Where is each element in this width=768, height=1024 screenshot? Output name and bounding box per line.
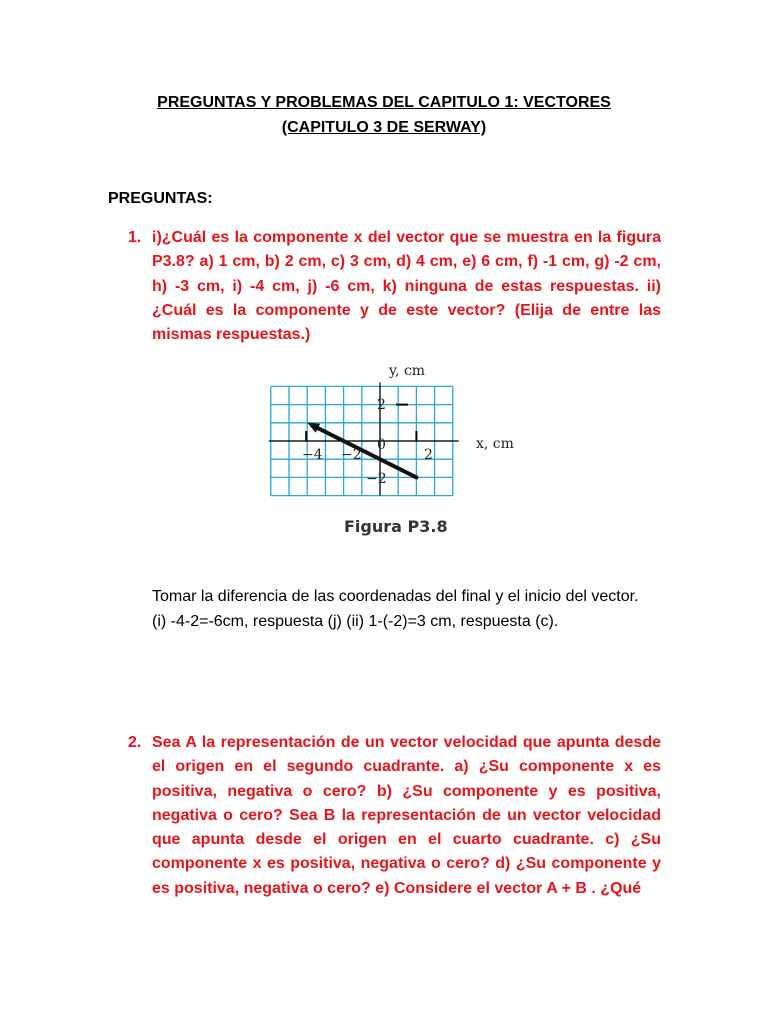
vector-shaft [318,428,416,477]
section-heading: PREGUNTAS: [108,190,213,207]
tick-label-x-neg2: −2 [341,447,362,463]
vector-grid-plot [258,360,528,520]
tick-label-y-neg2: −2 [366,471,387,487]
figure-p3-8 [258,360,528,540]
y-axis-label: y, cm [389,363,426,379]
tick-label-y-2: 2 [377,397,386,413]
question-2 [128,731,661,925]
question-number: 1. [128,229,142,246]
answer-paragraph: Tomar la diferencia de las coordenadas del final y el inicio del vector. (i) -4-2=-6cm, respuesta (j) (ii) 1-(-2)=3 cm, respuesta (c). [152,588,639,630]
question-number: 2. [128,734,142,751]
tick-label-x-neg4: −4 [302,447,323,463]
question-1 [128,226,661,347]
document-title-line1: PREGUNTAS Y PROBLEMAS DEL CAPITULO 1: VECTORES [157,94,611,111]
x-axis-label: x, cm [476,436,514,452]
question-text: i)¿Cuál es la componente x del vector que se muestra en la figura P3.8? a) 1 cm, b) 2 cm, c) 3 cm, d) 4 cm, e) 6 cm, f) -1 cm, g) -2 cm, h) -3 cm, i) -4 cm, j) -6 cm, k) ninguna de estas respuestas. ii) ¿Cuál es la componente y de este vector? (Elija de entre las mismas respuestas.) [152,229,661,344]
tick-label-origin: 0 [377,437,386,453]
figure-caption: Figura P3.8 [344,517,448,536]
tick-label-x-2: 2 [424,447,433,463]
document-title-line2: (CAPITULO 3 DE SERWAY) [281,119,487,136]
question-text: Sea A la representación de un vector velocidad que apunta desde el origen en el segundo cuadrante. a) ¿Su componente x es positiva, negativa o cero? b) ¿Su componente y es positiva, negativa o cero? Sea B la representación de un vector velocidad que apunta desde el origen en el cuarto cuadrante. c) ¿Su componente x es positiva, negativa o cero? d) ¿Su componente y es positiva, negativa o cero? e) Considere el vector A + B . ¿Qué [152,734,661,897]
